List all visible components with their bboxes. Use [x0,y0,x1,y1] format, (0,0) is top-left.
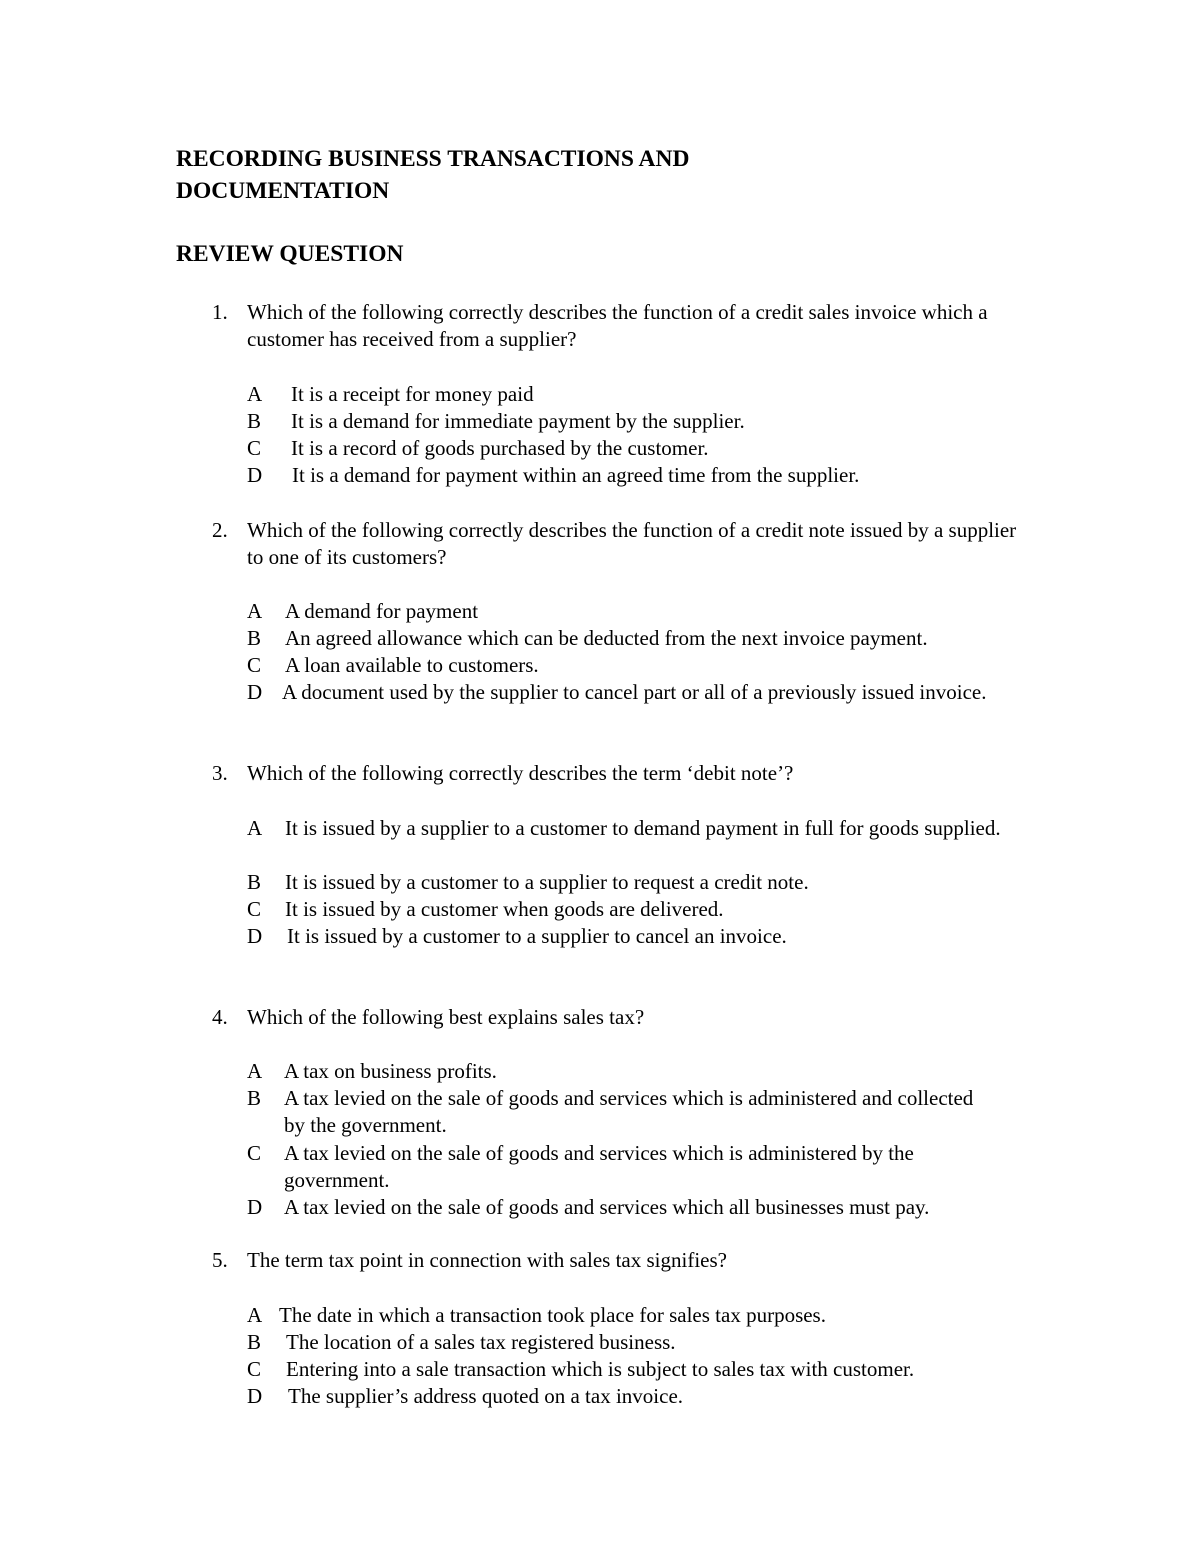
question-text: Which of the following correctly describes the function of a credit sales invoice which a customer has received from a supplier? [247,300,988,351]
option-text: It is issued by a customer when goods are delivered. [285,897,724,921]
option-text: A loan available to customers. [285,653,539,677]
option-text: A tax on business profits. [284,1059,497,1083]
question-text: Which of the following correctly describes the function of a credit note issued by a supplier to one of its customers? [247,518,1017,569]
option-letter: C [247,897,262,921]
option-text: A tax levied on the sale of goods and services which all businesses must pay. [284,1195,930,1219]
option-letter: B [247,1086,262,1110]
document-title: RECORDING BUSINESS TRANSACTIONS AND DOCUMENTATION [176,146,690,204]
option-text: A document used by the supplier to cancel part or all of a previously issued invoice. [282,680,987,704]
question-number: 4. [212,1005,228,1029]
question-number: 3. [212,761,228,785]
option-text: It is issued by a supplier to a customer to demand payment in full for goods supplied. [285,816,1001,840]
question-text: Which of the following best explains sales tax? [247,1005,645,1029]
question-number: 5. [212,1248,228,1272]
option-letter: C [247,1141,262,1165]
option-text: The supplier’s address quoted on a tax invoice. [288,1384,684,1408]
option-text: A tax levied on the sale of goods and services which is administered by the government. [284,1141,914,1192]
question-text: Which of the following correctly describes the term ‘debit note’? [247,761,794,785]
option-letter: C [247,653,262,677]
option-text: It is issued by a customer to a supplier to request a credit note. [285,870,809,894]
option-letter: A [247,382,263,406]
option-text: A tax levied on the sale of goods and services which is administered and collected by the government. [284,1086,974,1137]
option-letter: C [247,1357,262,1381]
option-letter: C [247,436,262,460]
option-letter: A [247,599,263,623]
option-letter: D [247,463,263,487]
option-letter: D [247,1384,263,1408]
option-text: An agreed allowance which can be deducted from the next invoice payment. [285,626,928,650]
option-letter: B [247,409,262,433]
option-text: It is a receipt for money paid [291,382,534,406]
option-text: The date in which a transaction took place for sales tax purposes. [279,1303,826,1327]
section-heading: REVIEW QUESTION [176,241,404,267]
question-number: 1. [212,300,228,324]
option-letter: D [247,1195,263,1219]
option-text: Entering into a sale transaction which is subject to sales tax with customer. [286,1357,915,1381]
option-letter: D [247,680,263,704]
option-text: It is issued by a customer to a supplier to cancel an invoice. [287,924,787,948]
option-text: The location of a sales tax registered business. [286,1330,676,1354]
option-text: It is a record of goods purchased by the customer. [291,436,709,460]
option-letter: A [247,1059,263,1083]
option-letter: A [247,816,263,840]
option-text: It is a demand for immediate payment by the supplier. [291,409,745,433]
option-letter: A [247,1303,263,1327]
question-number: 2. [212,518,228,542]
option-letter: B [247,1330,262,1354]
option-letter: D [247,924,263,948]
option-text: It is a demand for payment within an agreed time from the supplier. [292,463,860,487]
question-text: The term tax point in connection with sales tax signifies? [247,1248,727,1272]
option-letter: B [247,626,262,650]
option-text: A demand for payment [285,599,479,623]
option-letter: B [247,870,262,894]
